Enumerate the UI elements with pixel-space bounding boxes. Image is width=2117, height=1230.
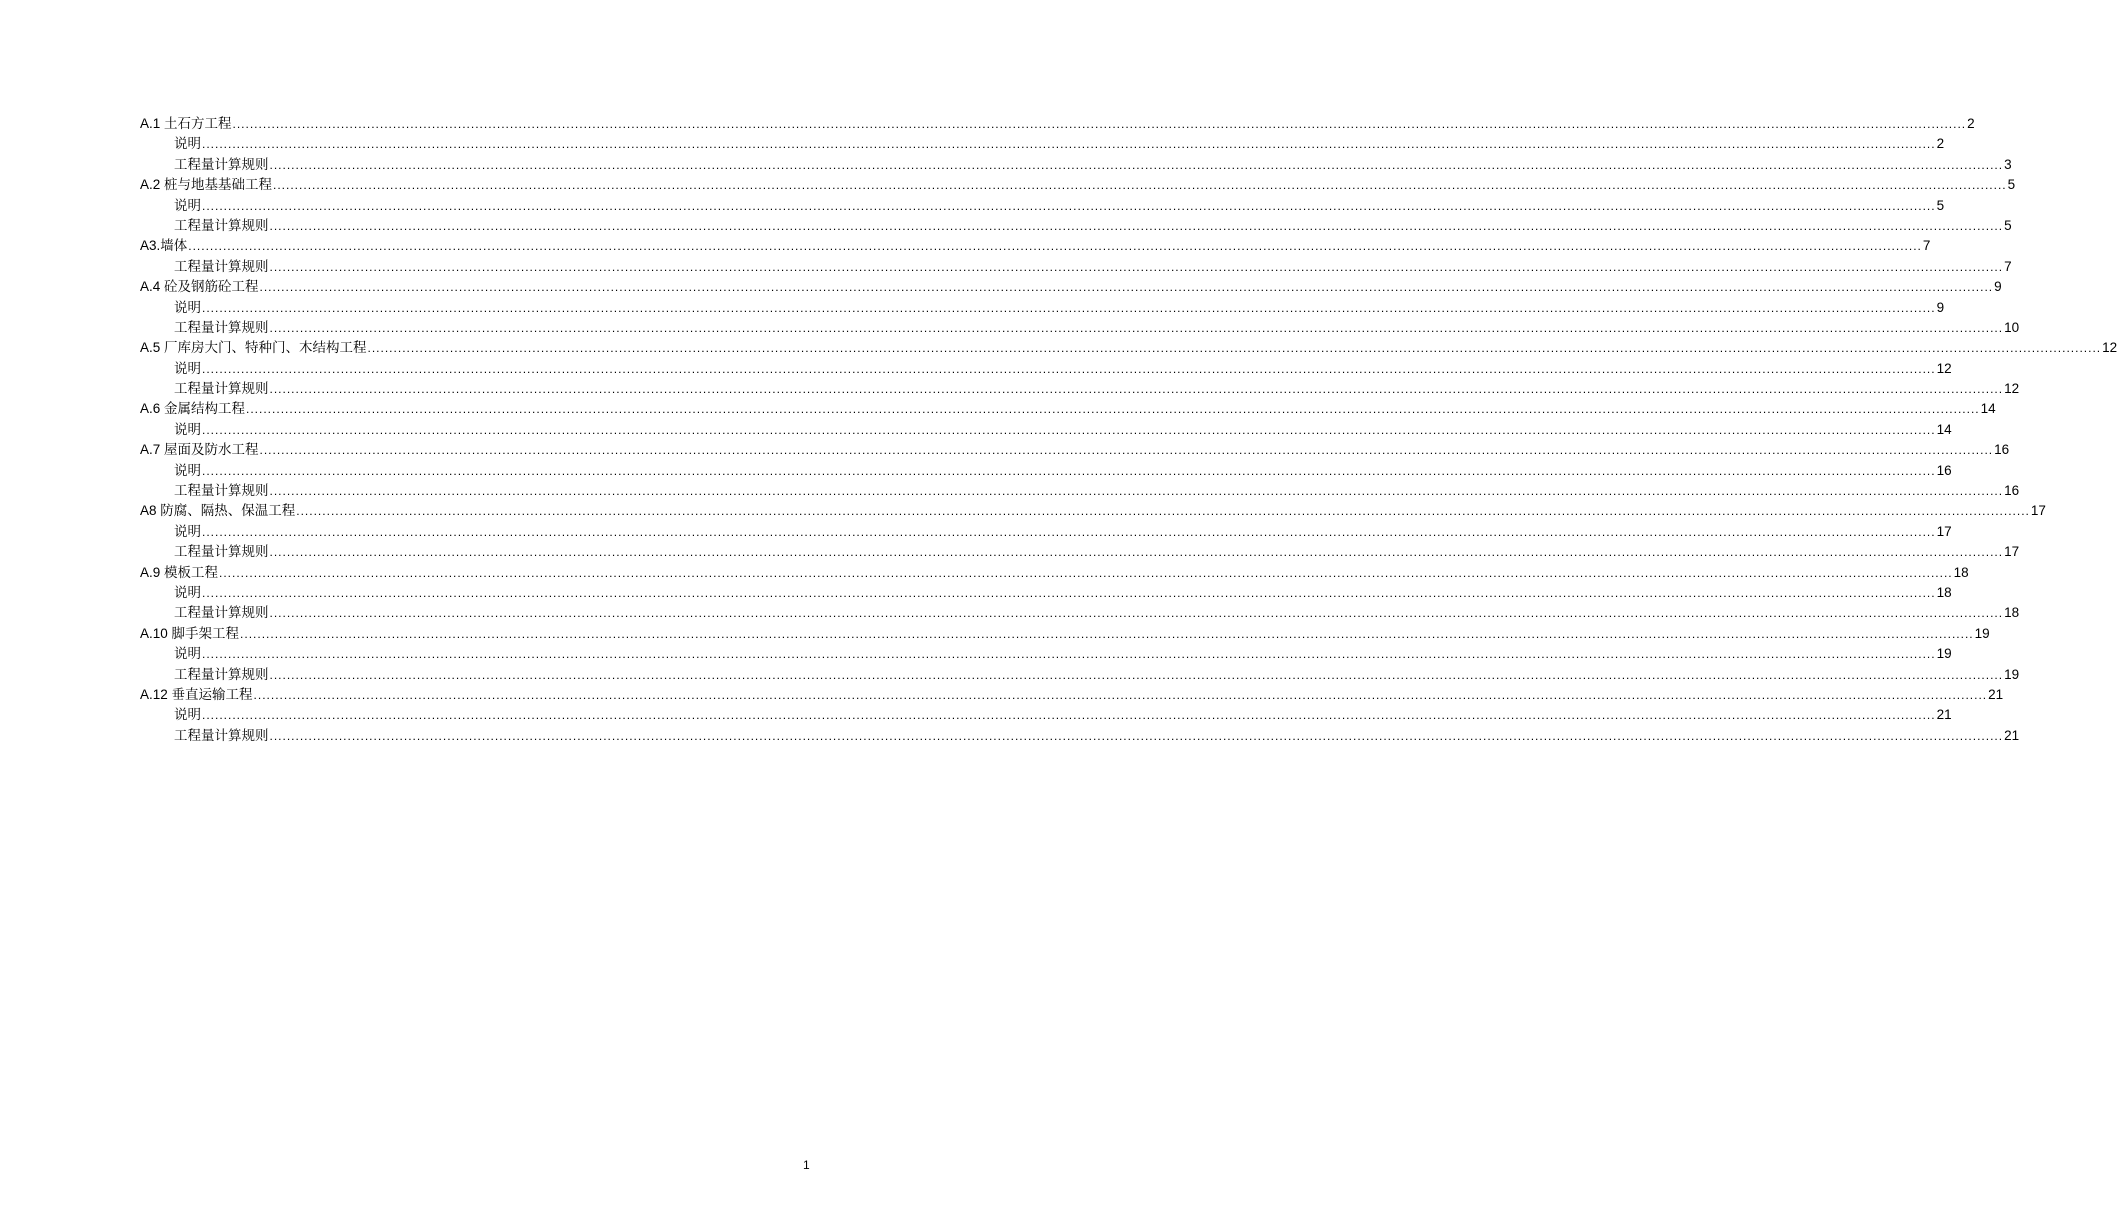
toc-dot-leader: ................................................................................................................................................................................................................................................................................................................................................................................................................ xyxy=(202,585,1936,600)
toc-entry[interactable] xyxy=(140,257,2012,277)
toc-entry[interactable] xyxy=(140,420,1952,440)
toc-entry-page-number: 18 xyxy=(1936,584,1952,600)
toc-dot-leader: ................................................................................................................................................................................................................................................................................................................................................................................................................ xyxy=(202,422,1936,437)
toc-entry-page-number: 21 xyxy=(1936,707,1952,723)
toc-dot-leader: ................................................................................................................................................................................................................................................................................................................................................................................................................ xyxy=(246,402,1980,417)
toc-entry[interactable] xyxy=(140,685,2004,705)
toc-entry[interactable] xyxy=(140,481,2020,501)
toc-entry[interactable] xyxy=(140,318,2020,338)
toc-entry[interactable] xyxy=(140,726,2020,746)
toc-entry-title: A.1 土石方工程 xyxy=(140,116,232,131)
toc-dot-leader: ................................................................................................................................................................................................................................................................................................................................................................................................................ xyxy=(273,178,2007,193)
toc-entry[interactable] xyxy=(140,155,2012,175)
toc-dot-leader: ................................................................................................................................................................................................................................................................................................................................................................................................................ xyxy=(202,463,1936,478)
toc-entry-page-number: 10 xyxy=(2004,319,2020,335)
toc-entry[interactable] xyxy=(140,298,1945,318)
toc-entry[interactable] xyxy=(140,501,2046,521)
toc-entry-title: A.4 砼及钢筋砼工程 xyxy=(140,279,259,295)
toc-entry-page-number: 3 xyxy=(2004,156,2012,172)
toc-dot-leader: ................................................................................................................................................................................................................................................................................................................................................................................................................ xyxy=(240,626,1974,641)
toc-entry[interactable] xyxy=(140,216,2012,236)
toc-dot-leader: ................................................................................................................................................................................................................................................................................................................................................................................................................ xyxy=(269,545,2004,560)
toc-entry-page-number: 21 xyxy=(1988,686,2004,702)
toc-entry-page-number: 16 xyxy=(1936,462,1952,478)
toc-dot-leader: ................................................................................................................................................................................................................................................................................................................................................................................................................ xyxy=(202,647,1936,662)
toc-entry-page-number: 17 xyxy=(2004,544,2020,560)
toc-entry-page-number: 16 xyxy=(1994,442,2010,458)
toc-entry-title: 工程量计算规则 xyxy=(174,319,269,335)
toc-dot-leader: ................................................................................................................................................................................................................................................................................................................................................................................................................ xyxy=(269,667,2004,682)
toc-entry[interactable] xyxy=(140,196,1945,216)
toc-entry-page-number: 5 xyxy=(2004,217,2012,233)
toc-entry-title: 工程量计算规则 xyxy=(174,483,269,499)
toc-entry[interactable] xyxy=(140,705,1952,725)
toc-entry-title: A.9 模板工程 xyxy=(140,564,219,580)
toc-entry-page-number: 18 xyxy=(1953,564,1969,580)
toc-entry[interactable] xyxy=(140,624,1990,644)
toc-entry[interactable] xyxy=(140,236,1931,256)
toc-dot-leader: ................................................................................................................................................................................................................................................................................................................................................................................................................ xyxy=(367,341,2102,356)
toc-entry-page-number: 21 xyxy=(2004,727,2020,743)
toc-entry[interactable] xyxy=(140,440,2010,460)
toc-dot-leader: ................................................................................................................................................................................................................................................................................................................................................................................................................ xyxy=(202,524,1936,539)
toc-entry-title: 工程量计算规则 xyxy=(174,666,269,682)
toc-entry[interactable] xyxy=(140,175,2016,195)
toc-dot-leader: ................................................................................................................................................................................................................................................................................................................................................................................................................ xyxy=(269,484,2004,499)
toc-entry[interactable] xyxy=(140,134,1945,154)
toc-dot-leader: ................................................................................................................................................................................................................................................................................................................................................................................................................ xyxy=(269,157,2004,172)
toc-dot-leader: ................................................................................................................................................................................................................................................................................................................................................................................................................ xyxy=(253,687,1988,702)
toc-entry-title: 工程量计算规则 xyxy=(174,217,269,233)
toc-entry-page-number: 18 xyxy=(2004,605,2020,621)
toc-entry[interactable] xyxy=(140,277,2002,297)
table-of-contents xyxy=(140,114,2117,746)
toc-entry-page-number: 19 xyxy=(1936,646,1952,662)
toc-dot-leader: ................................................................................................................................................................................................................................................................................................................................................................................................................ xyxy=(269,606,2004,621)
toc-entry-page-number: 14 xyxy=(1980,401,1996,417)
toc-dot-leader: ................................................................................................................................................................................................................................................................................................................................................................................................................ xyxy=(232,117,1967,131)
toc-entry-title: 说明 xyxy=(174,646,201,662)
toc-entry-page-number: 9 xyxy=(1936,299,1945,315)
toc-entry-page-number: 5 xyxy=(1936,197,1945,213)
toc-entry[interactable] xyxy=(140,379,2020,399)
toc-entry-page-number: 5 xyxy=(2007,177,2016,193)
toc-entry-page-number: 9 xyxy=(1994,279,2002,295)
toc-entry-page-number: 7 xyxy=(1922,238,1931,254)
toc-entry[interactable] xyxy=(140,644,1952,664)
toc-entry-title: 工程量计算规则 xyxy=(174,381,269,397)
toc-entry-title: 说明 xyxy=(174,523,201,539)
toc-entry-title: 工程量计算规则 xyxy=(174,156,269,172)
toc-entry-title: 工程量计算规则 xyxy=(174,727,269,743)
toc-entry[interactable] xyxy=(140,461,1952,481)
toc-dot-leader: ................................................................................................................................................................................................................................................................................................................................................................................................................ xyxy=(188,239,1922,254)
toc-dot-leader: ................................................................................................................................................................................................................................................................................................................................................................................................................ xyxy=(259,443,1994,458)
toc-dot-leader: ................................................................................................................................................................................................................................................................................................................................................................................................................ xyxy=(269,728,2004,743)
toc-entry-title: A.6 金属结构工程 xyxy=(140,401,246,417)
toc-entry-title: A.10 脚手架工程 xyxy=(140,625,240,641)
toc-entry-title: 说明 xyxy=(174,360,201,376)
toc-entry-page-number: 17 xyxy=(1936,523,1952,539)
toc-dot-leader: ................................................................................................................................................................................................................................................................................................................................................................................................................ xyxy=(202,300,1936,315)
toc-dot-leader: ................................................................................................................................................................................................................................................................................................................................................................................................................ xyxy=(202,361,1936,376)
toc-entry[interactable] xyxy=(140,522,1952,542)
toc-entry-page-number: 12 xyxy=(2004,381,2020,397)
toc-entry[interactable] xyxy=(140,359,1952,379)
toc-dot-leader: ................................................................................................................................................................................................................................................................................................................................................................................................................ xyxy=(269,382,2004,397)
toc-entry[interactable] xyxy=(140,583,1952,603)
toc-dot-leader: ................................................................................................................................................................................................................................................................................................................................................................................................................ xyxy=(202,198,1936,213)
toc-dot-leader: ................................................................................................................................................................................................................................................................................................................................................................................................................ xyxy=(259,280,1994,295)
toc-dot-leader: ................................................................................................................................................................................................................................................................................................................................................................................................................ xyxy=(219,565,1953,580)
toc-entry-page-number: 19 xyxy=(1974,625,1990,641)
toc-entry-title: A8 防腐、隔热、保温工程 xyxy=(140,503,296,519)
toc-entry-title: 说明 xyxy=(174,299,201,315)
toc-entry-title: 说明 xyxy=(174,462,201,478)
toc-entry-title: 说明 xyxy=(174,584,201,600)
toc-entry[interactable] xyxy=(140,563,1969,583)
toc-dot-leader: ................................................................................................................................................................................................................................................................................................................................................................................................................ xyxy=(269,259,2004,274)
toc-entry-page-number: 7 xyxy=(2004,258,2012,274)
toc-entry-title: A.12 垂直运输工程 xyxy=(140,686,253,702)
toc-entry-page-number: 16 xyxy=(2004,483,2020,499)
toc-dot-leader: ................................................................................................................................................................................................................................................................................................................................................................................................................ xyxy=(202,137,1936,152)
toc-entry-page-number: 14 xyxy=(1936,421,1952,437)
toc-entry-title: A3.墙体 xyxy=(140,238,188,254)
toc-entry-page-number: 2 xyxy=(1936,136,1945,152)
toc-entry-page-number: 12 xyxy=(1936,360,1952,376)
toc-entry-title: A.5 厂库房大门、特种门、木结构工程 xyxy=(140,340,367,356)
toc-entry[interactable] xyxy=(140,603,2020,623)
toc-entry-title: 工程量计算规则 xyxy=(174,605,269,621)
toc-entry[interactable] xyxy=(140,114,1975,134)
toc-entry-title: 工程量计算规则 xyxy=(174,258,269,274)
toc-entry-page-number: 2 xyxy=(1967,116,1975,131)
toc-entry[interactable] xyxy=(140,542,2020,562)
toc-dot-leader: ................................................................................................................................................................................................................................................................................................................................................................................................................ xyxy=(269,218,2004,233)
toc-entry[interactable] xyxy=(140,665,2020,685)
toc-entry-page-number: 17 xyxy=(2030,503,2046,519)
toc-dot-leader: ................................................................................................................................................................................................................................................................................................................................................................................................................ xyxy=(296,504,2030,519)
toc-entry-title: A.7 屋面及防水工程 xyxy=(140,442,259,458)
toc-entry-title: 说明 xyxy=(174,136,201,152)
page-number: 1 xyxy=(803,1158,810,1172)
toc-dot-leader: ................................................................................................................................................................................................................................................................................................................................................................................................................ xyxy=(202,708,1936,723)
toc-entry-title: 说明 xyxy=(174,197,201,213)
toc-entry[interactable] xyxy=(140,338,2117,358)
toc-entry-title: 说明 xyxy=(174,421,201,437)
toc-entry-title: 说明 xyxy=(174,707,201,723)
toc-entry-page-number: 19 xyxy=(2004,666,2020,682)
toc-entry-title: A.2 桩与地基基础工程 xyxy=(140,177,273,193)
toc-entry[interactable] xyxy=(140,399,1996,419)
toc-dot-leader: ................................................................................................................................................................................................................................................................................................................................................................................................................ xyxy=(269,320,2004,335)
toc-entry-page-number: 12 xyxy=(2102,340,2117,356)
toc-entry-title: 工程量计算规则 xyxy=(174,544,269,560)
